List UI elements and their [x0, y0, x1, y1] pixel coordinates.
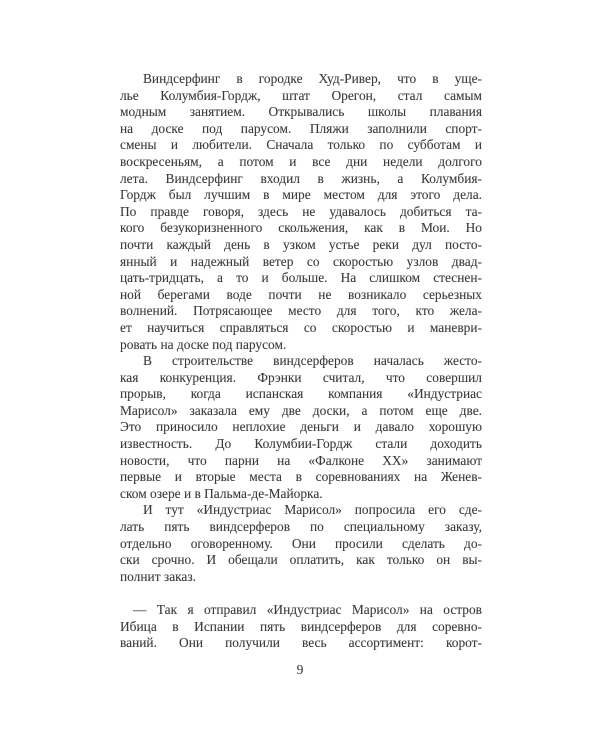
text-line: почти каждый день в узком устье реки дул посто- — [120, 236, 482, 252]
text-line: отдельно оговоренному. Они просили сделать до- — [120, 535, 482, 551]
text-line: ски срочно. И обещали оплатить, как только он вы- — [120, 552, 482, 568]
text-line: новости, что парни на «Фалконе XX» занимают — [120, 452, 482, 468]
text-line: воскресеньям, а потом и все дни недели долгого — [120, 153, 482, 169]
text-line: ет научиться справляться со скоростью и маневри- — [120, 319, 482, 335]
text-line: янный и надежный ветер со скоростью узлов двад- — [120, 253, 482, 269]
text-line: лать пять виндсерферов по специальному заказу, — [120, 519, 482, 535]
text-line: модным занятием. Открывались школы плавания — [120, 104, 482, 120]
page-number: 9 — [296, 662, 304, 677]
text-line: прорыв, когда испанская компания «Индустриас — [120, 386, 482, 402]
text-line: И тут «Индустриас Марисол» попросила его сде- — [143, 502, 482, 518]
text-line: — Так я отправил «Индустриас Марисол» на остров — [133, 602, 482, 617]
paragraph — [120, 71, 482, 353]
text-line: цать-тридцать, а то и больше. На слишком стеснен- — [120, 270, 482, 286]
text-line: ваний. Они получили весь ассортимент: корот- — [120, 635, 482, 651]
text-line: полнит заказ. — [120, 568, 197, 584]
text-line: Виндсерфинг в городке Худ-Ривер, что в уще- — [143, 71, 482, 86]
text-line: лье Колумбия-Гордж, штат Орегон, стал самым — [120, 87, 482, 103]
text-line: В строительстве виндсерферов началась жесто- — [143, 353, 482, 369]
text-line: Это приносило неплохие деньги и давало хорошую — [120, 419, 482, 435]
text-line: волнений. Потрясающее место для того, кто жела- — [120, 303, 482, 319]
text-line: ной берегами воде почти не возникало серьезных — [120, 286, 482, 302]
text-line: Ибица в Испании пять виндсерферов для соревно- — [120, 618, 482, 634]
text-line: кая конкуренция. Фрэнки считал, что совершил — [120, 369, 482, 385]
text-line: лета. Виндсерфинг входил в жизнь, а Колумбия- — [120, 170, 482, 186]
text-line: ровать на доске под парусом. — [120, 336, 287, 352]
text-line: на доске под парусом. Пляжи заполнили спорт- — [120, 120, 482, 136]
paragraph — [120, 502, 482, 585]
text-line: кого безукоризненного скольжения, как в Мои. Но — [120, 220, 482, 236]
text-line: известность. До Колумбии-Гордж стали доходить — [120, 436, 482, 452]
page-text — [120, 71, 482, 652]
text-line: Гордж был лучшим в мире местом для этого дела. — [120, 187, 482, 203]
text-line: Марисол» заказала ему две доски, а потом еще две. — [120, 402, 482, 418]
text-line: первые и вторые места в соревнованиях на Женев- — [120, 469, 482, 485]
text-line: По правде говоря, здесь не удавалось добиться та- — [120, 203, 482, 219]
text-line: смены и любители. Сначала только по субботам и — [120, 137, 482, 153]
paragraph — [120, 353, 482, 502]
dialogue-paragraph — [120, 602, 482, 652]
text-line: ском озере и в Пальма-де-Майорка. — [120, 485, 323, 501]
